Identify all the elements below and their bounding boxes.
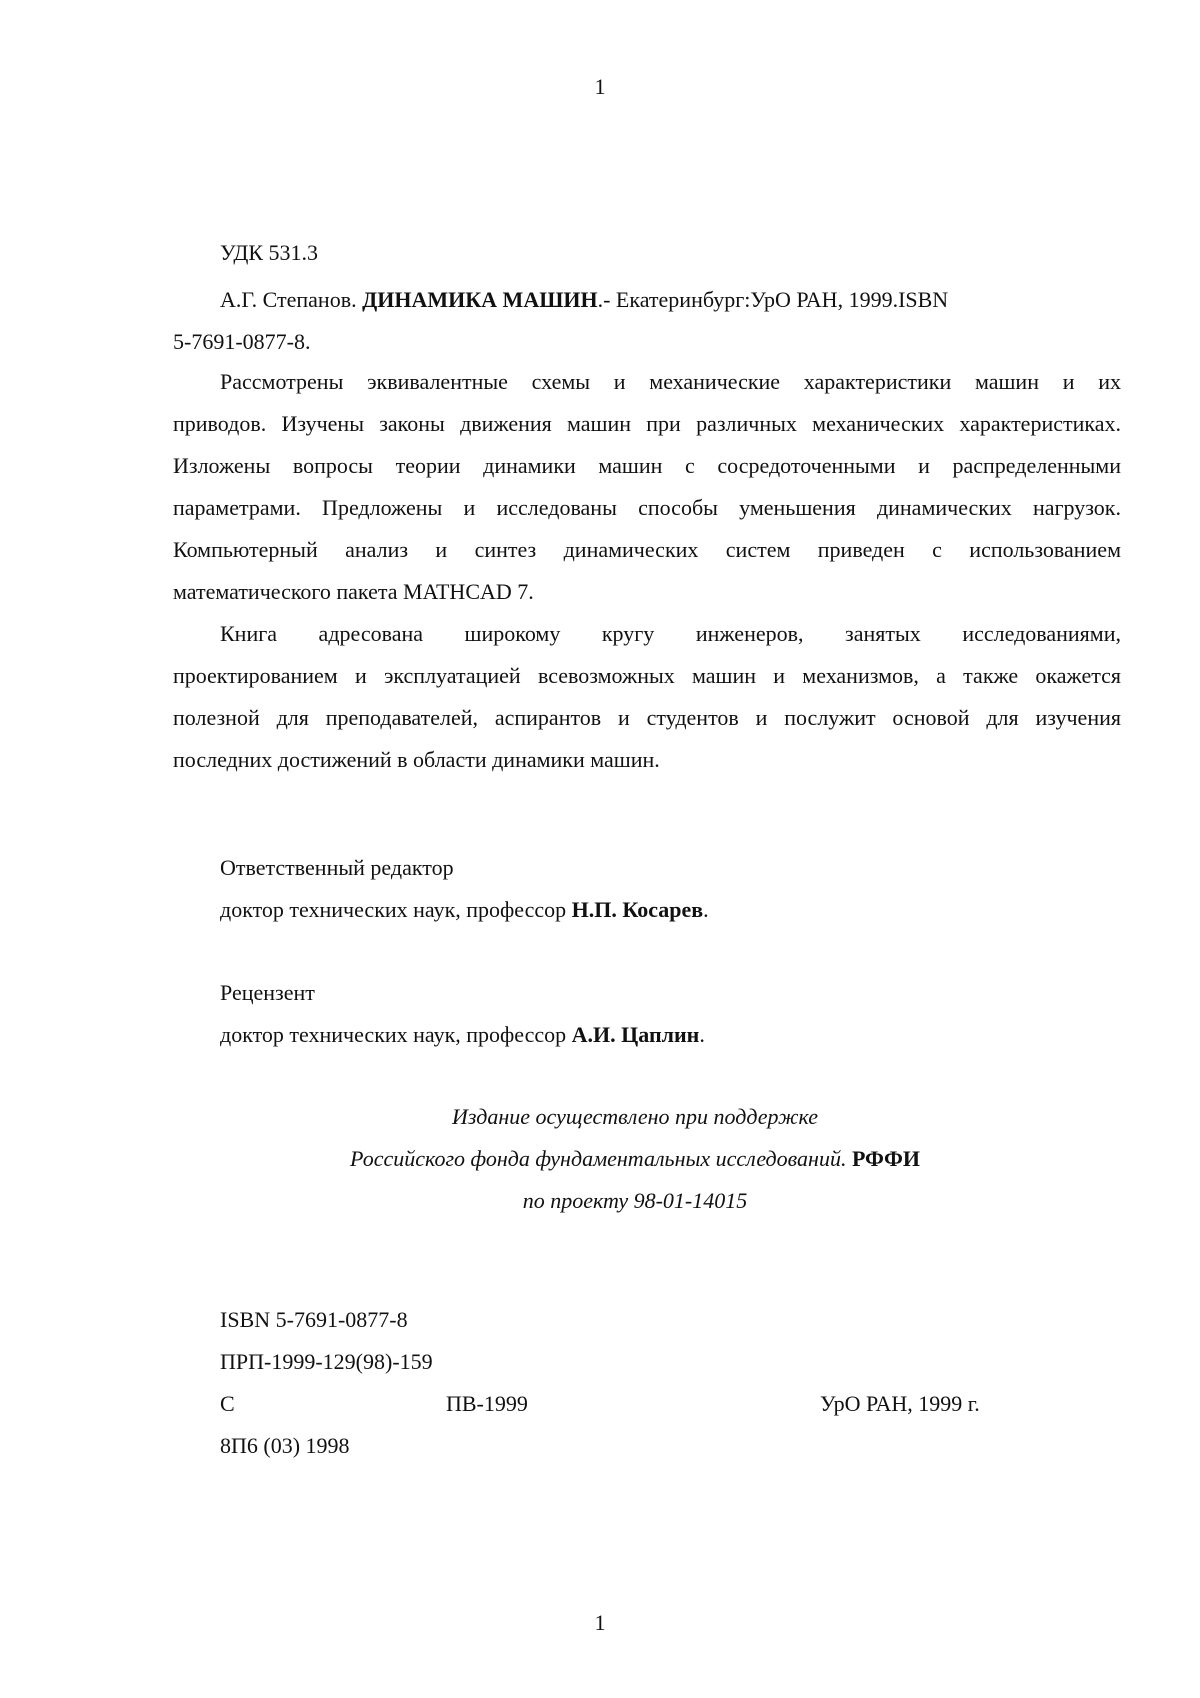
udk-line [173,232,1121,274]
imprint-prp: ПРП-1999-129(98)-159 [220,1349,433,1374]
udk-text: УДК 531.3 [220,240,319,265]
editor-line [173,889,1121,931]
reviewer-role: Рецензент [220,980,315,1005]
audience-line: последних достижений в области динамики машин. [173,747,660,772]
citation-line-2: 5-7691-0877-8. [173,329,311,354]
reviewer-block [173,972,1121,1056]
abstract-line: Изложены вопросы теории динамики машин с сосредоточенными и распределенными [173,453,1121,478]
reviewer-title: доктор технических наук, профессор [220,1022,572,1047]
imprint-pv: ПВ-1999 [446,1391,528,1416]
imprint-block [220,1299,1120,1467]
abstract-line: математического пакета MATHCAD 7. [173,579,534,604]
reviewer-line [173,1014,1121,1056]
imprint-code: 8П6 (03) 1998 [220,1433,350,1458]
imprint-c: С [220,1391,235,1416]
support-foundation: Российского фонда фундаментальных исследований. [350,1146,847,1171]
editor-role: Ответственный редактор [220,855,454,880]
imprint-code-row [220,1425,1120,1467]
support-line-2 [0,1138,1200,1180]
imprint-publisher: УрО РАН, 1999 г. [820,1391,980,1416]
rffi-acronym: РФФИ [851,1146,920,1171]
audience-paragraph [173,613,1121,781]
editor-period: . [703,897,709,922]
audience-line: Книга адресована широкому кругу инженеров, занятых исследованиями, [220,621,1121,646]
support-line-3: по проекту 98-01-14015 [522,1188,748,1213]
imprint-prp-row [220,1341,1120,1383]
citation [173,279,1121,363]
abstract-line: приводов. Изучены законы движения машин при различных механических характеристиках. [173,411,1121,436]
page-number-top: 1 [594,74,606,99]
editor-title: доктор технических наук, профессор [220,897,572,922]
imprint-isbn-row [220,1299,1120,1341]
support-line-1: Издание осуществлено при поддержке [452,1104,818,1129]
abstract-line: параметрами. Предложены и исследованы способы уменьшения динамических нагрузок. [173,495,1121,520]
abstract-paragraph [173,361,1121,613]
citation-line-1 [173,279,1121,321]
audience-line: проектированием и эксплуатацией всевозможных машин и механизмов, а также окажется [173,663,1121,688]
page-number-bottom: 1 [594,1610,606,1635]
editor-name: Н.П. Косарев [571,897,704,922]
reviewer-name: А.И. Цаплин [571,1022,700,1047]
reviewer-period: . [699,1022,705,1047]
imprint-c-row [220,1383,1120,1425]
editor-block [173,847,1121,931]
citation-publisher: .- Екатеринбург:УрО РАН, 1999.ISBN [597,287,949,312]
citation-author: А.Г. Степанов. [220,287,363,312]
support-note [0,1096,1200,1222]
abstract-line: Компьютерный анализ и синтез динамических систем приведен с использованием [173,537,1121,562]
imprint-isbn: ISBN 5-7691-0877-8 [220,1307,408,1332]
book-title: ДИНАМИКА МАШИН [362,287,598,312]
abstract-line: Рассмотрены эквивалентные схемы и механические характеристики машин и их [220,369,1121,394]
audience-line: полезной для преподавателей, аспирантов и студентов и послужит основой для изучения [173,705,1121,730]
